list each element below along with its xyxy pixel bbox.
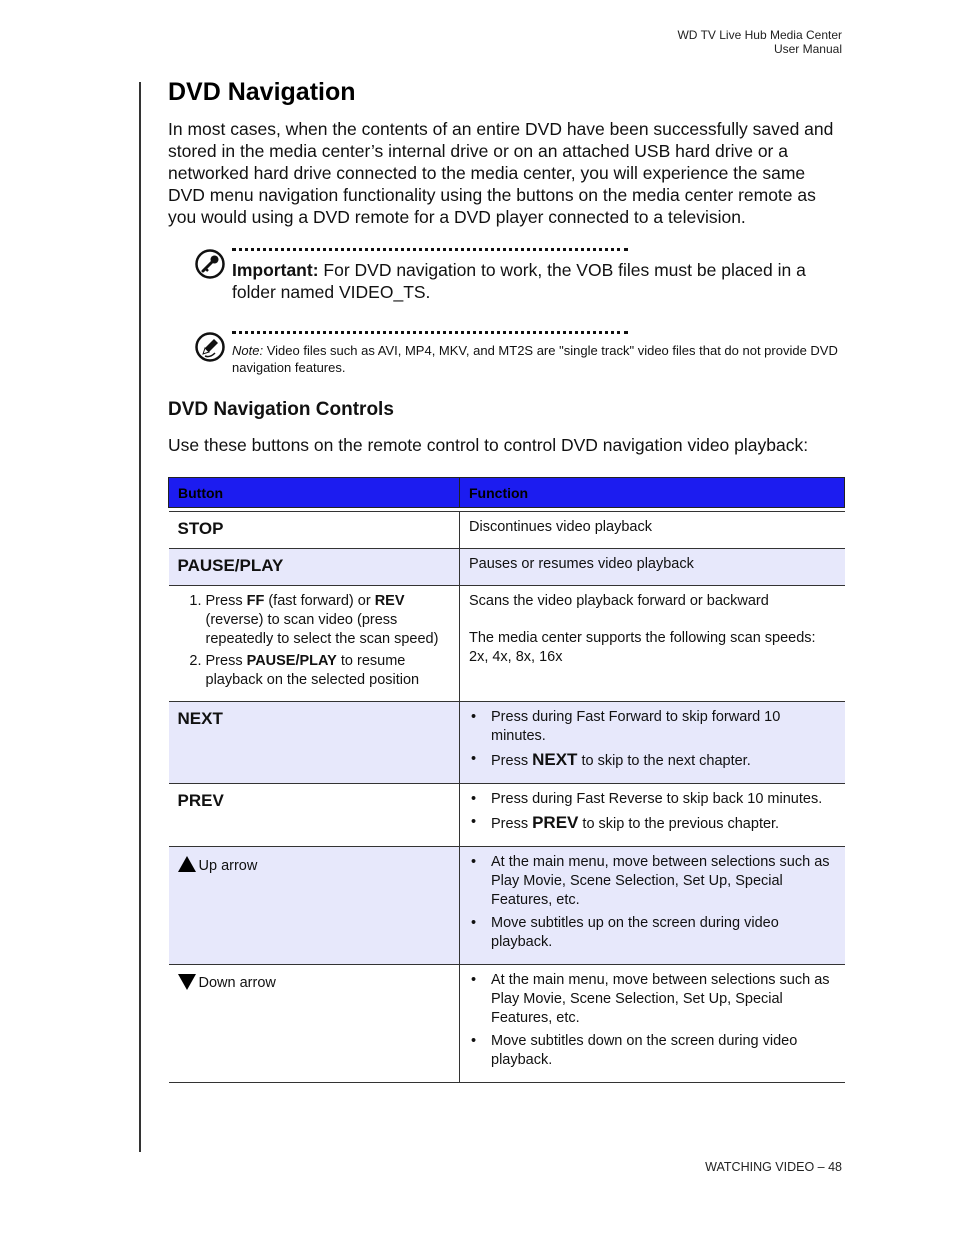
list-item: • At the main menu, move between selections such as Play Movie, Scene Selection, Set Up, Special Features, etc. — [491, 971, 836, 1028]
note-callout — [168, 331, 844, 376]
important-body: For DVD navigation to work, the VOB files must be placed in a folder named VIDEO_TS. — [232, 260, 806, 302]
list-item: • Press PREV to skip to the previous chapter. — [491, 813, 836, 834]
note-text — [232, 342, 844, 376]
list-item: • Press NEXT to skip to the next chapter. — [491, 750, 836, 771]
intro-paragraph: In most cases, when the contents of an entire DVD have been successfully saved and stored in the media center’s internal drive or on an attached USB hard drive or a networked hard drive connected to the media center, you will experience the same DVD menu navigation functionality using the buttons on the media center remote as you would using a DVD remote for a DVD player connected to a television. — [168, 119, 834, 227]
column-header-function: Function — [460, 478, 845, 508]
list-item: • Move subtitles up on the screen during video playback. — [491, 914, 836, 952]
lead-paragraph: Use these buttons on the remote control to control DVD navigation video playback: — [168, 435, 809, 455]
rev-label: REV — [374, 593, 405, 609]
section-subtitle: DVD Navigation Controls — [168, 399, 394, 420]
note-body: Video files such as AVI, MP4, MKV, and MT2S are "single track" video files that do not provide DVD navigation features. — [232, 343, 838, 375]
stop-button-label: STOP — [177, 519, 224, 538]
list-item: • At the main menu, move between selections such as Play Movie, Scene Selection, Set Up, Special Features, etc. — [491, 853, 836, 910]
list-item: • Move subtitles down on the screen during video playback. — [491, 1032, 836, 1070]
down-arrow-label: Down arrow — [198, 975, 276, 991]
table-row — [169, 847, 845, 965]
ff-label: FF — [246, 593, 265, 609]
table-row — [169, 549, 845, 586]
next-button-label: NEXT — [177, 709, 223, 728]
scan-steps — [178, 592, 451, 690]
down-arrow-icon — [178, 974, 196, 990]
column-header-button: Button — [169, 478, 460, 508]
table-row — [169, 512, 845, 549]
important-label: Important: — [232, 260, 319, 280]
table-row — [169, 965, 845, 1083]
pencil-icon — [194, 331, 226, 363]
important-text — [232, 259, 844, 303]
prev-button-label: PREV — [177, 791, 224, 810]
page-title: DVD Navigation — [168, 78, 356, 106]
scan-step-1: 1. Press FF (fast forward) or REV (reverse) to scan video (press repeatedly to select the scan speed) — [206, 592, 451, 649]
note-divider — [232, 331, 628, 334]
header-subtitle: User Manual — [773, 42, 842, 56]
page-content — [168, 76, 844, 1083]
controls-table — [168, 477, 845, 1083]
table-header-row — [169, 478, 845, 508]
scan-speeds: The media center supports the following scan speeds: 2x, 4x, 8x, 16x — [469, 630, 816, 665]
stop-function: Discontinues video playback — [460, 512, 845, 549]
up-arrow-label: Up arrow — [198, 858, 258, 874]
margin-rule — [139, 82, 141, 1152]
header-title: WD TV Live Hub Media Center — [677, 28, 842, 42]
table-row — [169, 586, 845, 702]
up-functions — [469, 853, 836, 952]
key-icon — [194, 248, 226, 280]
important-divider — [232, 248, 628, 251]
table-row — [169, 784, 845, 847]
prev-functions — [469, 790, 836, 834]
important-callout — [168, 248, 844, 303]
scan-step-2: 2. Press PAUSE/PLAY to resume playback on the selected position — [206, 652, 451, 690]
page-footer: WATCHING VIDEO – 48 — [705, 1160, 842, 1174]
up-arrow-icon — [178, 856, 196, 872]
note-label: Note: — [232, 343, 264, 358]
pause-play-function: Pauses or resumes video playback — [460, 549, 845, 586]
list-item: • Press during Fast Reverse to skip back 10 minutes. — [491, 790, 836, 809]
pause-play-button-label: PAUSE/PLAY — [177, 556, 284, 575]
running-header — [677, 28, 842, 56]
pause-play-label: PAUSE/PLAY — [246, 653, 337, 669]
list-item: • Press during Fast Forward to skip forward 10 minutes. — [491, 708, 836, 746]
next-functions — [469, 708, 836, 771]
table-row — [169, 702, 845, 784]
scan-function: Scans the video playback forward or backward — [469, 593, 769, 609]
down-functions — [469, 971, 836, 1070]
